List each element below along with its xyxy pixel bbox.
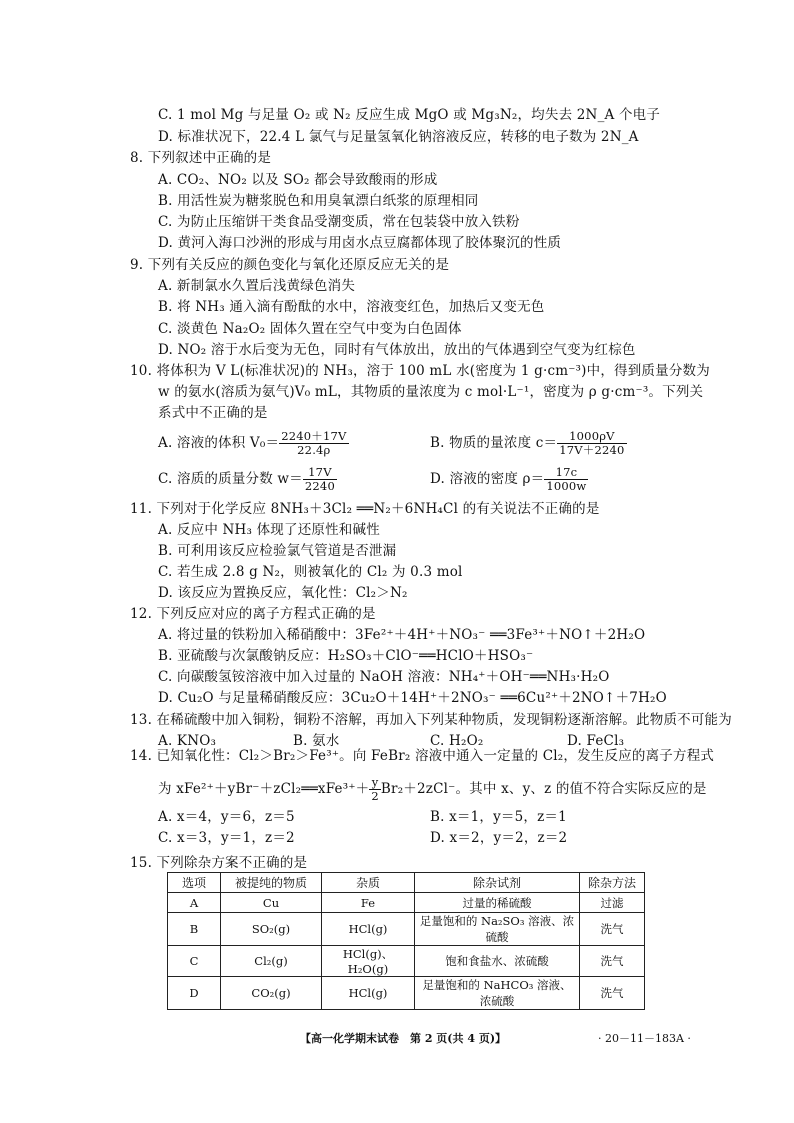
option-line: D. Cu₂O 与足量稀硝酸反应：3Cu₂O＋14H⁺＋2NO₃⁻ ══6Cu²⁺＋2NO↑＋7H₂O [158,690,667,706]
q14-option-b: B. x＝1，y＝5，z＝1 [430,809,567,825]
option-line: C. 淡黄色 Na₂O₂ 固体久置在空气中变为白色固体 [158,321,462,337]
q10-option-b [430,430,627,457]
table-cell: HCl(g)、H₂O(g) [322,946,415,977]
option-line: D. 标准状况下，22.4 L 氯气与足量氢氧化钠溶液反应，转移的电子数为 2N_A [158,129,639,145]
q14-option-d: D. x＝2，y＝2，z＝2 [430,830,568,846]
q10-option-b-label: B. 物质的量浓度 c＝ [430,435,558,451]
table-row [168,913,645,946]
q10-option-a-fraction [279,430,348,457]
q10-option-c-fraction [303,466,337,493]
table-header: 被提纯的物质 [221,873,322,893]
table-cell: CO₂(g) [221,977,322,1010]
q13-option-a: A. KNO₃ [158,733,217,749]
table-cell: HCl(g) [322,977,415,1010]
option-line: B. 亚硫酸与次氯酸钠反应：H₂SO₃＋ClO⁻══HClO＋HSO₃⁻ [158,648,534,664]
table-cell: 洗气 [580,977,645,1010]
table-cell: 饱和食盐水、浓硫酸 [415,946,580,977]
q10-b-denominator: 17V＋2240 [559,443,625,457]
q10-a-denominator: 22.4ρ [297,443,331,457]
option-line: D. NO₂ 溶于水后变为无色，同时有气体放出，放出的气体遇到空气变为红棕色 [158,342,636,358]
table-cell: C [168,946,221,977]
q10-option-c [158,466,337,493]
q10-option-d-label: D. 溶液的密度 ρ＝ [430,471,545,487]
q14-option-a: A. x＝4，y＝6，z＝5 [158,809,295,825]
table-row [168,893,645,913]
q10-option-d-fraction [544,466,588,493]
table-cell: Cl₂(g) [221,946,322,977]
q10-c-denominator: 2240 [304,479,335,493]
q10-b-numerator: 1000ρV [557,430,626,444]
table-cell: 过滤 [580,893,645,913]
question-stem: 13. 在稀硫酸中加入铜粉，铜粉不溶解，再加入下列某种物质，发现铜粉逐渐溶解。此物质不可能为 [130,712,732,728]
q14-equation-fraction [369,776,381,803]
option-line: B. 将 NH₃ 通入滴有酚酞的水中，溶液变红色，加热后又变无色 [158,299,545,315]
q10-d-numerator: 17c [544,466,588,480]
q13-option-d: D. FeCl₃ [567,733,625,749]
table-cell: A [168,893,221,913]
purification-table [167,872,645,1010]
table-header: 选项 [168,873,221,893]
table-cell: 足量饱和的 NaHCO₃ 溶液、浓硫酸 [415,977,580,1010]
table-cell: D [168,977,221,1010]
q10-a-numerator: 2240＋17V [281,429,347,443]
option-line: B. 用活性炭为糖浆脱色和用臭氧漂白纸浆的原理相同 [158,193,479,209]
option-line: A. 反应中 NH₃ 体现了还原性和碱性 [158,522,380,538]
table-cell: 过量的稀硫酸 [415,893,580,913]
q10-c-numerator: 17V [303,466,337,480]
option-line: A. 将过量的铁粉加入稀硝酸中：3Fe²⁺＋4H⁺＋NO₃⁻ ══3Fe³⁺＋NO↑＋2H₂O [158,627,646,643]
q13-option-c: C. H₂O₂ [430,733,484,749]
option-line: C. 为防止压缩饼干类食品受潮变质，常在包装袋中放入铁粉 [158,214,520,230]
table-cell: 洗气 [580,946,645,977]
q14-equation-prefix: 为 xFe²⁺＋yBr⁻＋zCl₂══xFe³⁺＋ [158,781,370,797]
table-cell: B [168,913,221,946]
option-line: w 的氨水(溶质为氨气)V₀ mL，其物质的量浓度为 c mol·L⁻¹，密度为 ρ g·cm⁻³。下列关 [158,384,704,400]
question-stem: 15. 下列除杂方案不正确的是 [130,855,308,871]
q10-d-denominator: 1000w [546,479,587,493]
question-stem: 9. 下列有关反应的颜色变化与氧化还原反应无关的是 [130,257,450,273]
q10-option-a-label: A. 溶液的体积 V₀＝ [158,435,280,451]
table-cell: HCl(g) [322,913,415,946]
table-cell: Cu [221,893,322,913]
question-stem: 12. 下列反应对应的离子方程式正确的是 [130,606,376,622]
option-line: 系式中不正确的是 [158,405,268,421]
exam-code: · 20－11－183A · [598,1032,691,1045]
q14-fraction-numerator: y [369,776,381,790]
table-cell: Fe [322,893,415,913]
table-row [168,977,645,1010]
table-cell: SO₂(g) [221,913,322,946]
q10-option-a [158,430,349,457]
q10-option-d [430,466,588,493]
page-footer: 【高一化学期末试卷 第 2 页(共 4 页)】 [300,1032,507,1045]
table-header: 杂质 [322,873,415,893]
option-line: C. 向碳酸氢铵溶液中加入过量的 NaOH 溶液：NH₄⁺＋OH⁻══NH₃·H₂O [158,669,610,685]
table-cell: 足量饱和的 Na₂SO₃ 溶液、浓硫酸 [415,913,580,946]
q14-option-c: C. x＝3，y＝1，z＝2 [158,830,295,846]
question-stem: 8. 下列叙述中正确的是 [130,150,272,166]
q14-equation [158,776,707,803]
option-line: C. 1 mol Mg 与足量 O₂ 或 N₂ 反应生成 MgO 或 Mg₃N₂，均失去 2N_A 个电子 [158,107,661,123]
option-line: C. 若生成 2.8 g N₂，则被氧化的 Cl₂ 为 0.3 mol [158,564,463,580]
option-line: A. CO₂、NO₂ 以及 SO₂ 都会导致酸雨的形成 [158,172,438,188]
q13-option-b: B. 氨水 [293,733,340,749]
q10-option-c-label: C. 溶质的质量分数 w＝ [158,471,303,487]
table-row [168,946,645,977]
option-line: B. 可利用该反应检验氯气管道是否泄漏 [158,543,397,559]
table-header: 除杂方法 [580,873,645,893]
table-cell: 洗气 [580,913,645,946]
option-line: A. 新制氯水久置后浅黄绿色消失 [158,278,356,294]
q10-option-b-fraction [557,430,626,457]
question-stem: 10. 将体积为 V L(标准状况)的 NH₃，溶于 100 mL 水(密度为 1 g·cm⁻³)中，得到质量分数为 [130,363,710,379]
table-header-row [168,873,645,893]
question-stem: 14. 已知氧化性：Cl₂＞Br₂＞Fe³⁺。向 FeBr₂ 溶液中通入一定量的 Cl₂，发生反应的离子方程式 [130,748,715,764]
table-header: 除杂试剂 [415,873,580,893]
q14-fraction-denominator: 2 [371,789,379,803]
question-stem: 11. 下列对于化学反应 8NH₃＋3Cl₂ ══N₂＋6NH₄Cl 的有关说法不正确的是 [130,501,600,517]
option-line: D. 该反应为置换反应，氧化性：Cl₂＞N₂ [158,585,408,601]
option-line: D. 黄河入海口沙洲的形成与用卤水点豆腐都体现了胶体聚沉的性质 [158,235,562,251]
q14-equation-suffix: Br₂＋2zCl⁻。其中 x、y、z 的值不符合实际反应的是 [380,781,707,797]
